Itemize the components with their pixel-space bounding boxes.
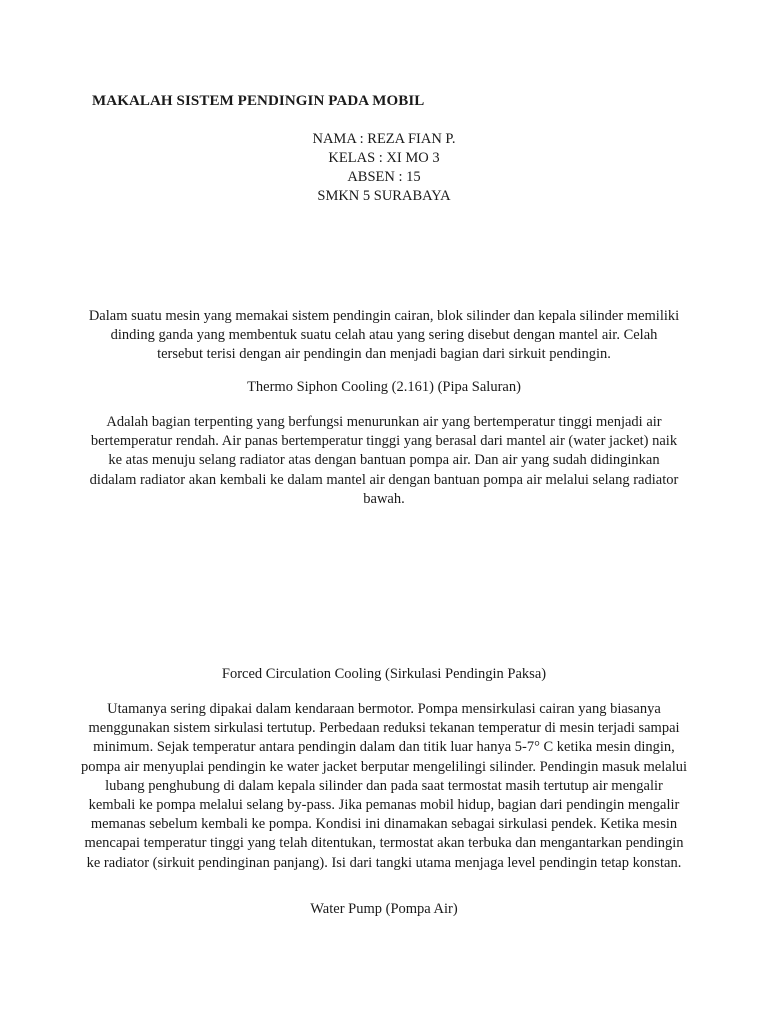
student-absen: ABSEN : 15 [347, 169, 421, 185]
document-title: MAKALAH SISTEM PENDINGIN PADA MOBIL [92, 93, 425, 109]
section-heading-water-pump: Water Pump (Pompa Air) [310, 901, 458, 917]
student-class: KELAS : XI MO 3 [328, 150, 440, 166]
section-heading-forced-circulation: Forced Circulation Cooling (Sirkulasi Pendingin Paksa) [221, 666, 547, 682]
thermo-siphon-paragraph: Adalah bagian terpenting yang berfungsi menurunkan air yang bertemperatur tinggi menjadi air bertemperatur rendah. Air panas bertemperatur tinggi yang berasal dari mantel air (water jacket) naik ke atas menuju selang radiator atas dengan bantuan pompa air. Dan air yang sudah didinginkan didalam radiator akan kembali ke dalam mantel air dengan bantuan pompa air melalui selang radiator bawah. [89, 414, 679, 507]
forced-circulation-paragraph: Utamanya sering dipakai dalam kendaraan bermotor. Pompa mensirkulasi cairan yang biasanya menggunakan sistem sirkulasi tertutup. Perbedaan reduksi tekanan temperatur di mesin terjadi sampai minimum. Sejak temperatur antara pendingin dalam dan titik luar hanya 5-7° C ketika mesin dingin, pompa air menyuplai pendingin ke water jacket berputar mengelilingi silinder. Pendingin masuk melalui lubang penghubung di dalam kepala silinder dan pada saat termostat masih tertutup air mengalir kembali ke pompa melalui selang by-pass. Jika pemanas mobil hidup, bagian dari pendingin mengalir memanas sebelum kembali ke pompa. Kondisi ini dinamakan sebagai sirkulasi pendek. Ketika mesin mencapai temperatur tinggi yang telah ditentukan, termostat akan terbuka dan mengantarkan pendingin ke radiator (sirkuit pendinginan panjang). Isi dari tangki utama menjaga level pendingin tetap konstan. [80, 701, 688, 871]
intro-paragraph: Dalam suatu mesin yang memakai sistem pendingin cairan, blok silinder dan kepala silinder memiliki dinding ganda yang membentuk suatu celah atau yang sering disebut dengan mantel air. Celah tersebut terisi dengan air pendingin dan menjadi bagian dari sirkuit pendingin. [88, 308, 680, 363]
school-name: SMKN 5 SURABAYA [317, 188, 451, 204]
section-heading-thermo-siphon: Thermo Siphon Cooling (2.161) (Pipa Saluran) [247, 379, 521, 395]
student-name: NAMA : REZA FIAN P. [312, 131, 456, 147]
student-identity-block [0, 130, 768, 206]
